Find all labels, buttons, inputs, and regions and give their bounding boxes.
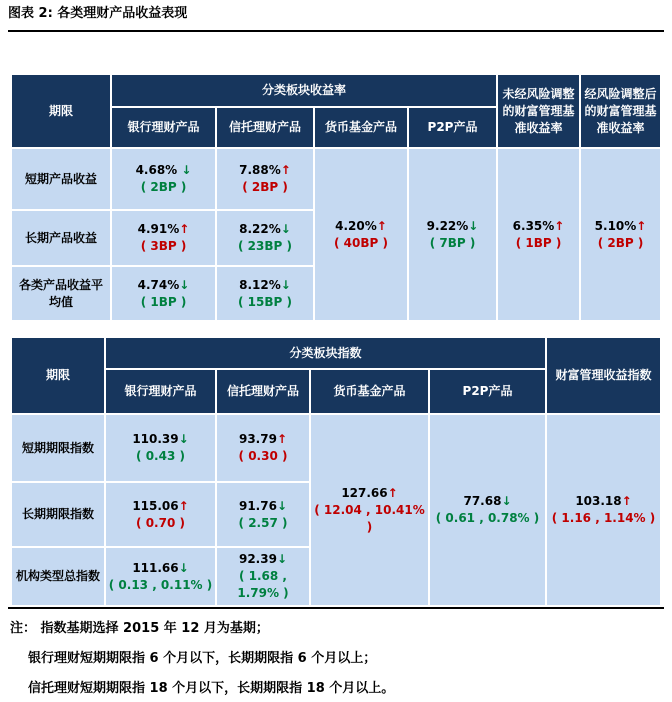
title-divider [8, 30, 664, 32]
note-base-period: 注： 指数基期选择 2015 年 12 月为基期； [10, 621, 269, 636]
cell-long-bank [111, 210, 216, 266]
index-table [10, 336, 662, 607]
trend-arrow-icon: ↑ [636, 218, 647, 233]
cell-value: 8.12% [239, 277, 281, 292]
trend-arrow-icon: ↓ [501, 494, 512, 508]
cell-value: 4.91% [137, 222, 180, 236]
cell-value: 9.22% [426, 218, 469, 233]
cell-value: 4.74% [137, 277, 180, 292]
cell-short-bank [111, 148, 216, 210]
trend-arrow-icon: ↑ [554, 218, 565, 233]
trend-arrow-icon: ↑ [376, 218, 387, 233]
group-header-index: 分类板块指数 [105, 337, 546, 369]
cell-long-trust-index [216, 482, 310, 547]
money-fund-header: 货币基金产品 [314, 107, 408, 148]
cell-unadjusted-benchmark [497, 148, 580, 321]
cell-institution-trust-index [216, 547, 310, 606]
trend-arrow-icon: ↑ [387, 485, 398, 500]
trend-arrow-icon: ↓ [280, 277, 291, 292]
table-row [11, 414, 661, 482]
cell-change: ( 3BP ) [140, 239, 187, 253]
cell-short-trust-index [216, 414, 310, 482]
cell-change: ( 23BP ) [238, 239, 292, 253]
row-label-long-term-index: 长期期限指数 [11, 482, 105, 547]
cell-change: ( 2BP ) [597, 235, 644, 250]
cell-value: 127.66 [341, 485, 388, 500]
cell-value: 92.39 [238, 552, 277, 566]
cell-money-fund-index-merged [310, 414, 429, 606]
cell-value: 110.39 [132, 432, 179, 446]
cell-change: ( 0.61 , 0.78% ) [435, 511, 540, 525]
row-label-short-term-return: 短期产品收益 [11, 148, 111, 210]
row-label-long-term-return: 长期产品收益 [11, 210, 111, 266]
bank-products-header: 银行理财产品 [111, 107, 216, 148]
trend-arrow-icon: ↓ [178, 560, 189, 575]
bank-products-header: 银行理财产品 [105, 369, 216, 414]
cell-value: 103.18 [575, 494, 622, 508]
trend-arrow-icon: ↓ [468, 218, 479, 233]
cell-change: ( 1BP ) [140, 294, 187, 309]
p2p-header: P2P产品 [408, 107, 497, 148]
cell-value: 77.68 [463, 494, 502, 508]
cell-avg-bank [111, 266, 216, 321]
cell-institution-bank-index [105, 547, 216, 606]
cell-money-fund-merged [314, 148, 408, 321]
bottom-divider [8, 607, 664, 609]
note-trust-terms: 信托理财短期期限指 18 个月以下，长期期限指 18 个月以上。 [28, 681, 395, 696]
cell-change: ( 40BP ) [334, 235, 388, 250]
cell-value: 91.76 [238, 498, 277, 513]
trend-arrow-icon: ↑ [178, 498, 189, 513]
cell-value: 4.20% [335, 218, 377, 233]
row-label-average-return: 各类产品收益平均值 [11, 266, 111, 321]
cell-value: 93.79 [238, 432, 277, 446]
trend-arrow-icon: ↑ [621, 494, 632, 508]
cell-change: ( 1BP ) [515, 235, 562, 250]
note-bank-terms: 银行理财短期期限指 6 个月以下，长期期限指 6 个月以上； [28, 651, 377, 666]
cell-wealth-index-merged [546, 414, 661, 606]
table-row [11, 148, 661, 210]
trust-products-header: 信托理财产品 [216, 107, 314, 148]
cell-change: ( 0.30 ) [238, 449, 288, 463]
cell-change: ( 15BP ) [238, 294, 292, 309]
trend-arrow-icon: ↓ [276, 552, 288, 566]
money-fund-header: 货币基金产品 [310, 369, 429, 414]
row-label-short-term-index: 短期期限指数 [11, 414, 105, 482]
cell-value: 111.66 [132, 560, 179, 575]
row-label-institution-total-index: 机构类型总指数 [11, 547, 105, 606]
cell-value: 115.06 [132, 498, 179, 513]
cell-value: 8.22% [239, 222, 281, 236]
term-header: 期限 [11, 337, 105, 414]
unadjusted-benchmark-header: 未经风险调整的财富管理基准收益率 [497, 74, 580, 148]
cell-change: ( 12.04 , 10.41% ) [314, 502, 425, 534]
cell-change: ( 2.57 ) [238, 515, 288, 530]
trend-arrow-icon: ↑ [280, 163, 291, 177]
cell-p2p-index-merged [429, 414, 546, 606]
trust-products-header: 信托理财产品 [216, 369, 310, 414]
cell-value: 6.35% [512, 218, 555, 233]
cell-change: ( 1.16 , 1.14% ) [551, 511, 656, 525]
cell-value: 4.68% [135, 163, 178, 177]
term-header: 期限 [11, 74, 111, 148]
cell-change: ( 0.43 ) [136, 449, 185, 463]
cell-adjusted-benchmark [580, 148, 661, 321]
cell-avg-trust [216, 266, 314, 321]
trend-arrow-icon: ↓ [276, 498, 288, 513]
cell-value: 5.10% [594, 218, 637, 233]
trend-arrow-icon: ↑ [276, 432, 288, 446]
risk-adjusted-benchmark-header: 经风险调整后的财富管理基准收益率 [580, 74, 661, 148]
cell-change: ( 7BP ) [429, 235, 476, 250]
trend-arrow-icon: ↓ [179, 277, 190, 292]
cell-value: 7.88% [239, 163, 281, 177]
cell-change: ( 0.70 ) [136, 515, 185, 530]
cell-change: ( 2BP ) [242, 180, 288, 194]
figure-title: 图表 2: 各类理财产品收益表现 [8, 6, 188, 21]
notes [8, 620, 664, 697]
cell-change: ( 1.68 , 1.79% ) [237, 569, 289, 600]
trend-arrow-icon: ↓ [280, 222, 291, 236]
cell-short-bank-index [105, 414, 216, 482]
trend-arrow-icon: ↓ [178, 432, 189, 446]
cell-p2p-merged [408, 148, 497, 321]
cell-change: ( 0.13 , 0.11% ) [108, 577, 213, 592]
trend-arrow-icon: ↓ [177, 163, 192, 177]
cell-long-trust [216, 210, 314, 266]
cell-long-bank-index [105, 482, 216, 547]
p2p-header: P2P产品 [429, 369, 546, 414]
returns-table [10, 73, 662, 322]
cell-short-trust [216, 148, 314, 210]
group-header-returns: 分类板块收益率 [111, 74, 497, 107]
wealth-index-header: 财富管理收益指数 [546, 337, 661, 414]
cell-change: ( 2BP ) [140, 180, 187, 194]
trend-arrow-icon: ↑ [179, 222, 190, 236]
